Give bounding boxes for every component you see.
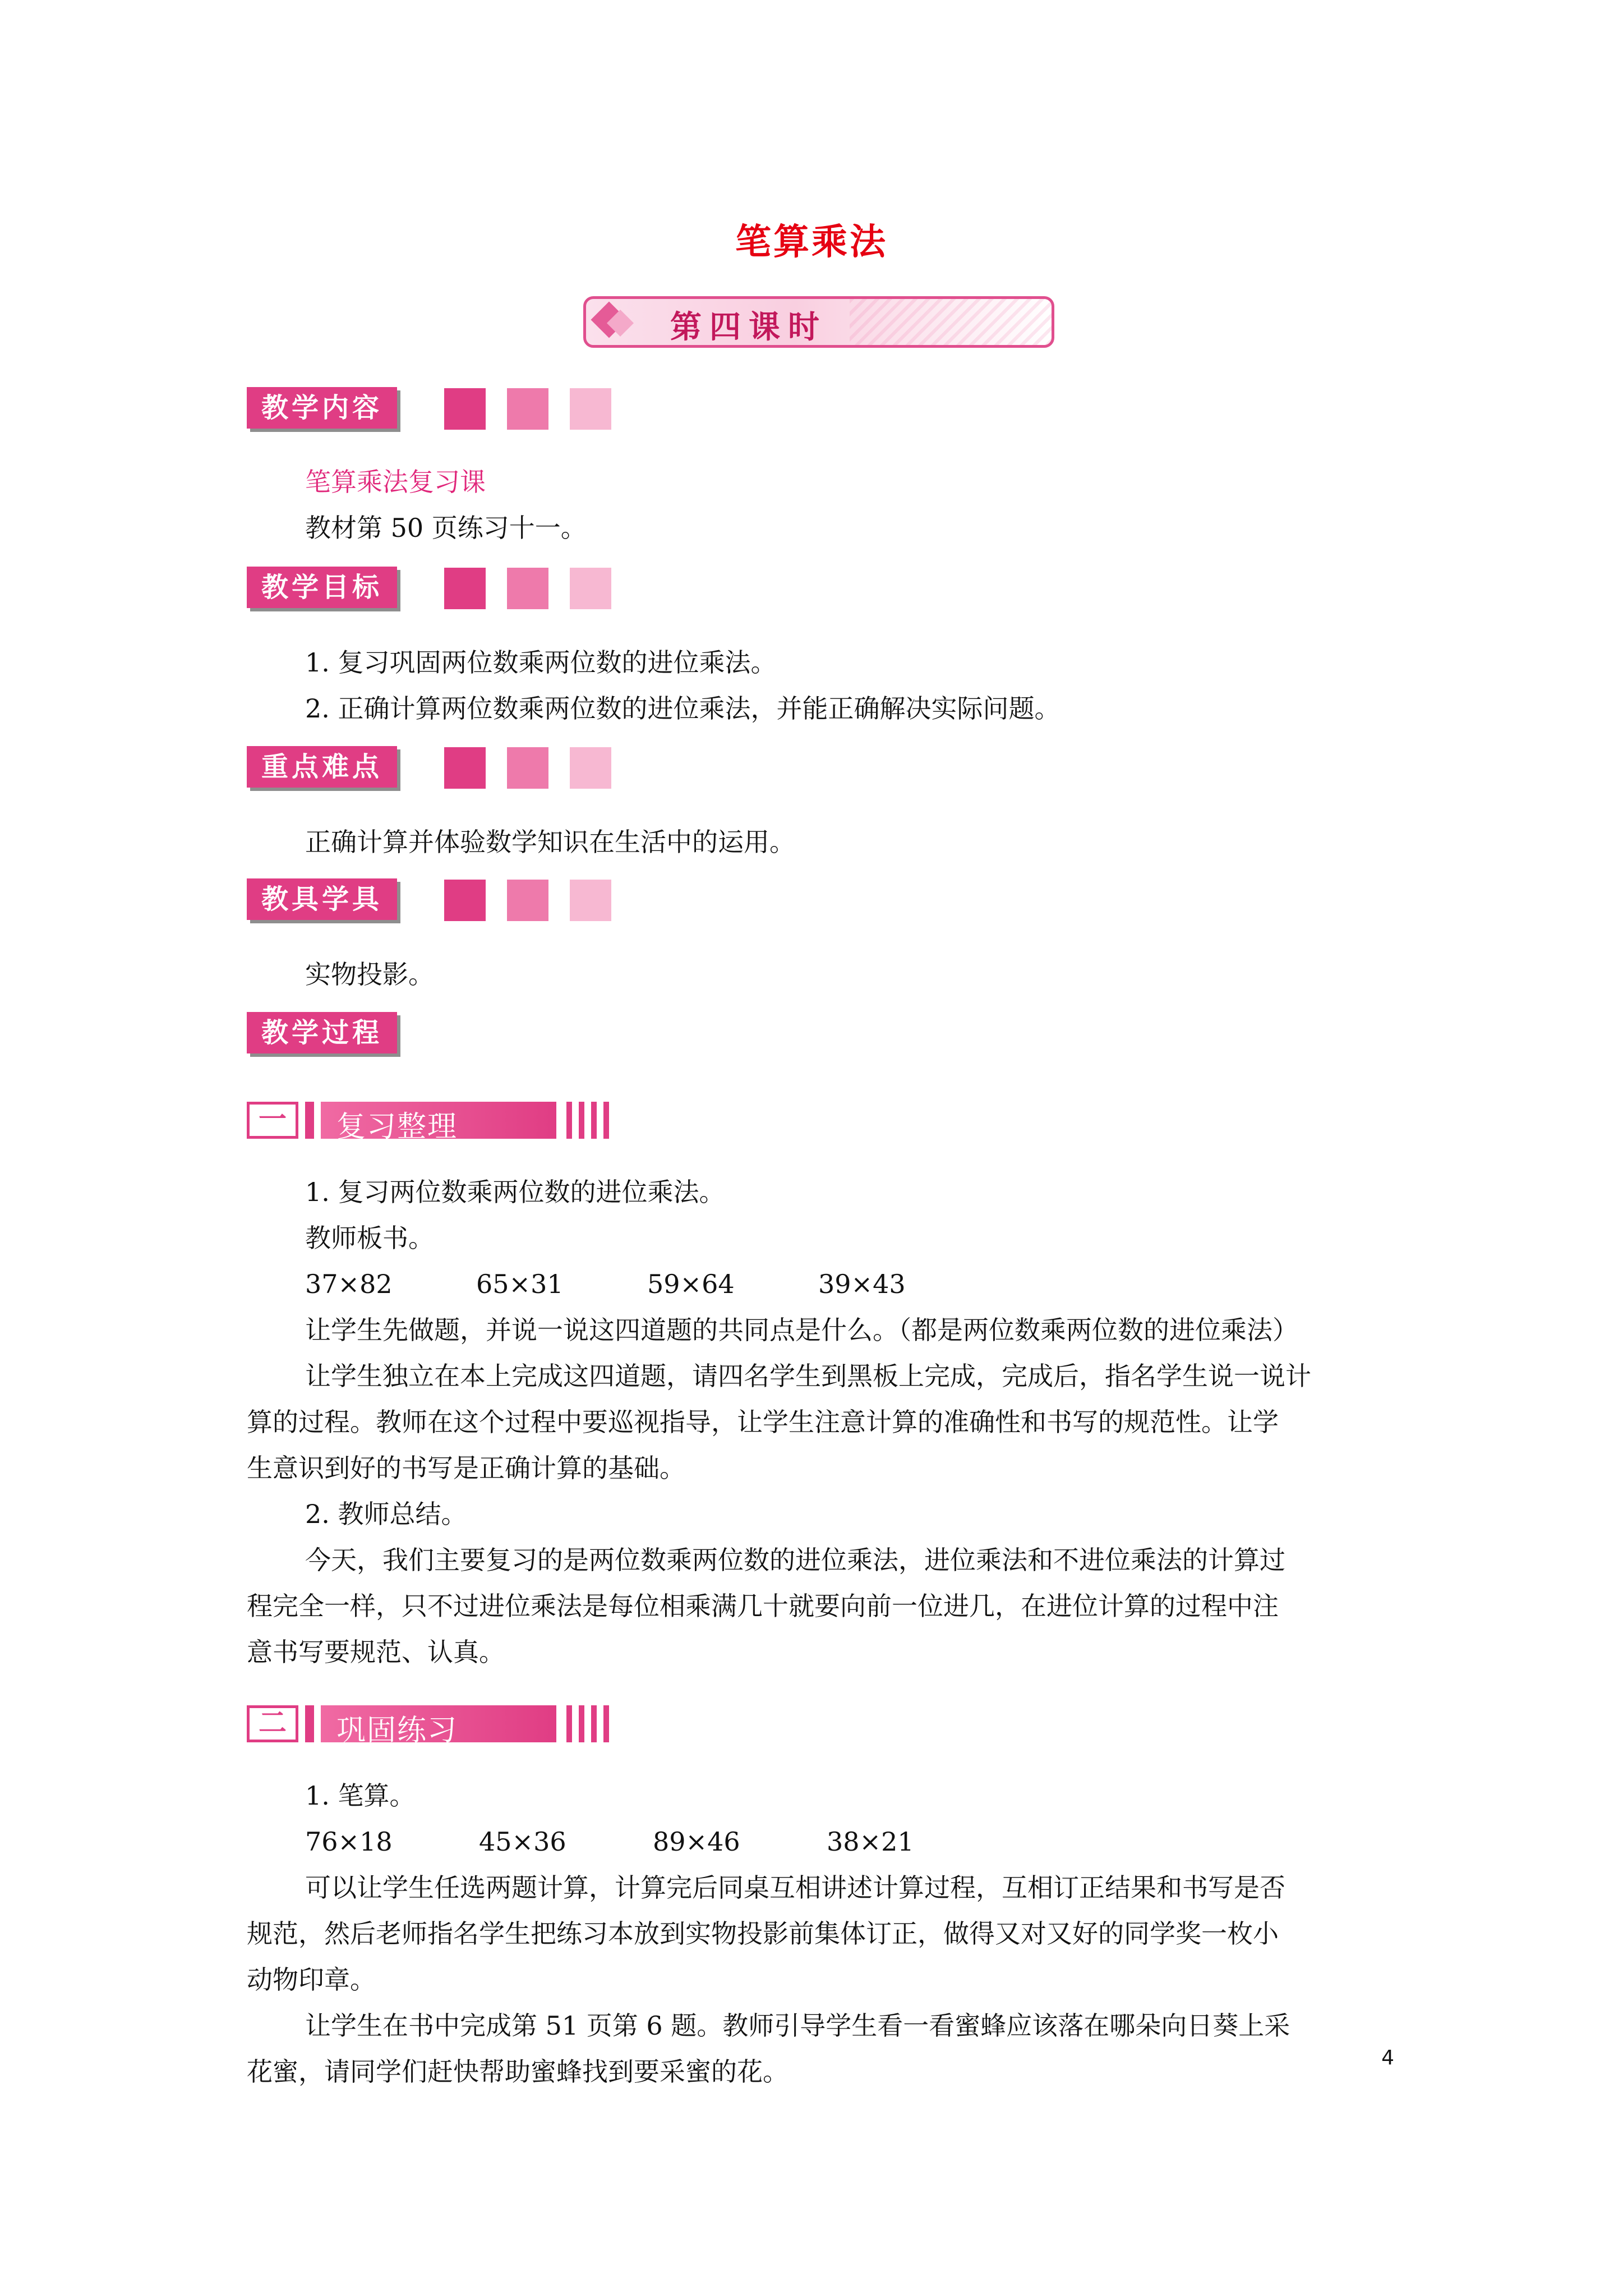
- lesson-banner: [583, 296, 1054, 348]
- goal-item: 1. 复习巩固两位数乘两位数的进位乘法。: [305, 647, 777, 678]
- tick-decoration: [566, 1102, 572, 1139]
- expression: 89×46: [653, 1826, 740, 1857]
- summary-paragraph: 今天，我们主要复习的是两位数乘两位数的进位乘法，进位乘法和不进位乘法的计算过: [305, 1545, 1285, 1575]
- expression: 37×82: [305, 1269, 393, 1299]
- summary-paragraph: 意书写要规范、认真。: [247, 1637, 505, 1667]
- decor-square: [570, 880, 611, 921]
- review-paragraph: 让学生先做题，并说一说这四道题的共同点是什么。（都是两位数乘两位数的进位乘法）: [305, 1315, 1298, 1345]
- expression: 45×36: [479, 1826, 566, 1857]
- content-topic: 笔算乘法复习课: [305, 467, 486, 497]
- decor-square: [507, 880, 548, 921]
- content-reference: 教材第 50 页练习十一。: [305, 513, 587, 543]
- practice-paragraph: 规范，然后老师指名学生把练习本放到实物投影前集体订正，做得又对又好的同学奖一枚小: [247, 1918, 1279, 1949]
- expression: 65×31: [476, 1269, 564, 1299]
- page-title: 笔算乘法: [735, 221, 888, 263]
- decor-square: [444, 568, 486, 609]
- expression: 39×43: [818, 1269, 906, 1299]
- tick-decoration: [579, 1102, 584, 1139]
- tools-text: 实物投影。: [305, 959, 434, 990]
- expression: 38×21: [827, 1826, 914, 1857]
- tick-decoration: [566, 1705, 572, 1742]
- part-header-practice: [247, 1703, 623, 1748]
- decor-square: [444, 747, 486, 789]
- tick-decoration: [603, 1705, 609, 1742]
- decor-square: [570, 568, 611, 609]
- part-bar-decoration: [305, 1102, 314, 1139]
- part-title-band: [321, 1705, 556, 1747]
- review-paragraph: 让学生独立在本上完成这四道题，请四名学生到黑板上完成，完成后，指名学生说一说计: [305, 1361, 1311, 1391]
- part-title-band: [321, 1102, 556, 1144]
- review-item-1: 1. 复习两位数乘两位数的进位乘法。: [305, 1177, 725, 1207]
- practice-paragraph: 花蜜，请同学们赶快帮助蜜蜂找到要采蜜的花。: [247, 2056, 789, 2087]
- section-label: 教学过程: [247, 1012, 397, 1053]
- tick-decoration: [579, 1705, 584, 1742]
- banner-stripes-decoration: [850, 299, 1052, 345]
- expression: 76×18: [305, 1826, 393, 1857]
- part-header-review: [247, 1099, 623, 1144]
- review-item-2: 2. 教师总结。: [305, 1499, 467, 1529]
- tick-decoration: [591, 1102, 597, 1139]
- decor-square: [444, 880, 486, 921]
- expression: 59×64: [647, 1269, 735, 1299]
- review-expressions: [305, 1261, 906, 1307]
- goal-item: 2. 正确计算两位数乘两位数的进位乘法，并能正确解决实际问题。: [305, 693, 1061, 724]
- practice-item-1: 1. 笔算。: [305, 1780, 416, 1811]
- practice-paragraph: 让学生在书中完成第 51 页第 6 题。教师引导学生看一看蜜蜂应该落在哪朵向日葵上采: [305, 2010, 1290, 2041]
- decor-square: [507, 747, 548, 789]
- section-label: 教学目标: [247, 567, 397, 608]
- decor-square: [507, 388, 548, 430]
- section-label: 重点难点: [247, 746, 397, 788]
- review-paragraph: 算的过程。教师在这个过程中要巡视指导，让学生注意计算的准确性和书写的规范性。让学: [247, 1407, 1279, 1437]
- page-number: 4: [1381, 2046, 1394, 2069]
- decor-square: [444, 388, 486, 430]
- section-label: 教学内容: [247, 387, 397, 429]
- part-number: 二: [247, 1705, 298, 1742]
- review-board: 教师板书。: [305, 1223, 434, 1253]
- part-bar-decoration: [305, 1705, 314, 1742]
- decor-square: [570, 747, 611, 789]
- decor-square: [570, 388, 611, 430]
- review-paragraph: 生意识到好的书写是正确计算的基础。: [247, 1453, 685, 1483]
- part-number: 一: [247, 1102, 298, 1139]
- practice-paragraph: 可以让学生任选两题计算，计算完后同桌互相讲述计算过程，互相订正结果和书写是否: [305, 1872, 1285, 1903]
- lesson-label: 第四课时: [670, 309, 827, 346]
- summary-paragraph: 程完全一样，只不过进位乘法是每位相乘满几十就要向前一位进几，在进位计算的过程中注: [247, 1591, 1279, 1621]
- practice-paragraph: 动物印章。: [247, 1964, 376, 1995]
- tick-decoration: [591, 1705, 597, 1742]
- tick-decoration: [603, 1102, 609, 1139]
- decor-square: [507, 568, 548, 609]
- practice-expressions: [305, 1819, 914, 1865]
- section-label: 教具学具: [247, 878, 397, 920]
- part-title: 巩固练习: [336, 1714, 458, 1747]
- key-points-text: 正确计算并体验数学知识在生活中的运用。: [305, 827, 795, 857]
- part-title: 复习整理: [336, 1110, 458, 1144]
